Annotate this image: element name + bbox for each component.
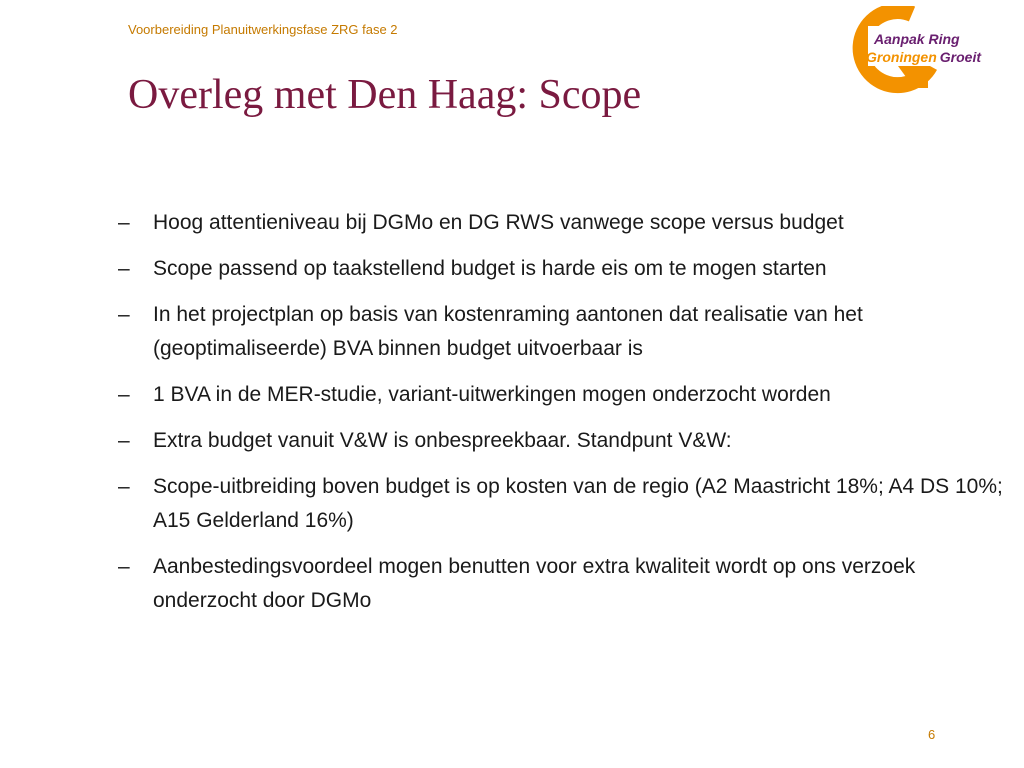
- logo-line2-a: Groningen: [866, 49, 937, 65]
- bullet-item: [118, 424, 1008, 458]
- bullet-marker: –: [118, 303, 130, 326]
- bullet-marker: –: [118, 429, 130, 452]
- bullet-marker: –: [118, 257, 130, 280]
- bullet-item: [118, 298, 1008, 366]
- bullet-text: Extra budget vanuit V&W is onbespreekbaar. Standpunt V&W:: [153, 429, 732, 452]
- bullet-marker: –: [118, 383, 130, 406]
- bullet-text: Hoog attentieniveau bij DGMo en DG RWS vanwege scope versus budget: [153, 211, 844, 234]
- bullet-text: Scope passend op taakstellend budget is harde eis om te mogen starten: [153, 257, 827, 280]
- bullet-text: 1 BVA in de MER-studie, variant-uitwerkingen mogen onderzocht worden: [153, 383, 831, 406]
- bullet-marker: –: [118, 475, 130, 498]
- aanpak-ring-groningen-logo: [848, 6, 1024, 94]
- bullet-text: Aanbestedingsvoordeel mogen benutten voor extra kwaliteit wordt op ons verzoek onderzocht door DGMo: [153, 555, 916, 612]
- bullet-item: [118, 206, 1008, 240]
- bullet-item: [118, 550, 1008, 618]
- bullet-list: [118, 206, 1008, 630]
- slide-title: Overleg met Den Haag: Scope: [128, 72, 642, 118]
- header-label: Voorbereiding Planuitwerkingsfase ZRG fase 2: [128, 22, 398, 37]
- bullet-item: [118, 252, 1008, 286]
- page-number: 6: [928, 727, 936, 742]
- bullet-item: [118, 378, 1008, 412]
- bullet-text: In het projectplan op basis van kostenraming aantonen dat realisatie van het (geoptimaliseerde) BVA binnen budget uitvoerbaar is: [153, 303, 863, 360]
- logo-line2-b: Groeit: [939, 49, 982, 65]
- logo-line1: Aanpak Ring: [874, 31, 960, 47]
- bullet-marker: –: [118, 211, 130, 234]
- svg-text:GroningenGroeit: [866, 49, 982, 65]
- bullet-text: Scope-uitbreiding boven budget is op kosten van de regio (A2 Maastricht 18%; A4 DS 10%; A15 Gelderland 16%): [153, 475, 1003, 532]
- bullet-item: [118, 470, 1008, 538]
- bullet-marker: –: [118, 555, 130, 578]
